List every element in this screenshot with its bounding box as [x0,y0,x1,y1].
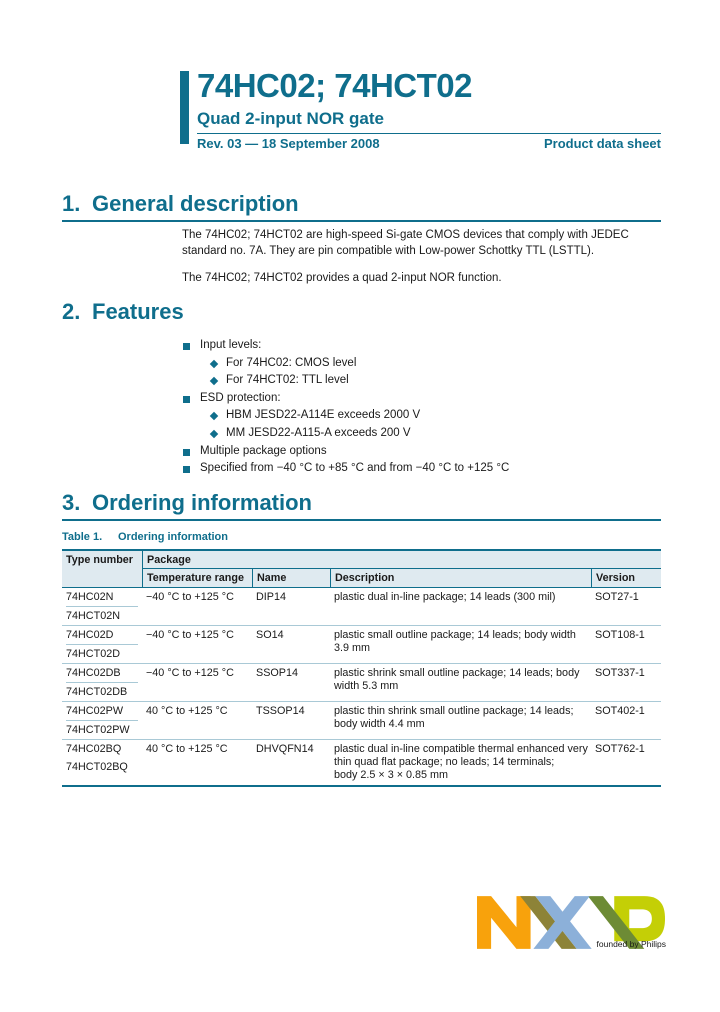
package-name-cell: SSOP14 [256,667,299,679]
paragraph [182,270,629,286]
description-cell [330,588,591,625]
section-3-heading [62,492,661,521]
list-item [182,390,509,408]
text-line: plastic thin shrink small outline package; 14 leads; [334,705,574,717]
type-number: 74HC02DB [66,664,138,683]
table-caption [62,531,228,543]
ordering-table [62,549,661,787]
revision-date: Rev. 03 — 18 September 2008 [197,136,380,151]
features-list [182,337,509,478]
text-line: plastic small outline package; 14 leads; body width [334,629,576,641]
text-line: The 74HC02; 74HCT02 are high-speed Si-gate CMOS devices that comply with JEDEC [182,229,629,241]
list-item [182,425,509,443]
version-cell: SOT337-1 [595,667,645,679]
text-line: thin quad flat package; no leads; 14 terminals; [334,756,555,768]
table-caption-title: Ordering information [118,531,228,543]
type-number-cell [62,588,142,625]
list-item [182,372,509,390]
type-number-cell [62,740,142,785]
list-item-text: Input levels: [200,339,262,351]
type-number: 74HCT02PW [66,724,130,736]
table-row [62,701,661,739]
square-bullet-icon [183,466,190,473]
type-number: 74HC02N [66,588,138,607]
diamond-bullet-icon [210,412,218,420]
diamond-bullet-icon [210,430,218,438]
section-1-number: 1. [62,191,81,216]
temperature-range-cell: −40 °C to +125 °C [146,629,234,641]
doc-type-label: Product data sheet [543,136,661,151]
description-cell [330,702,591,739]
table-row [62,625,661,663]
version-cell: SOT108-1 [595,629,645,641]
text-line: standard no. 7A. They are pin compatible with Low-power Schottky TTL (LSTTL). [182,245,595,257]
text-line: plastic dual in-line compatible thermal enhanced very [334,743,588,755]
type-number: 74HC02D [66,626,138,645]
table-row [62,663,661,701]
description-cell [330,626,591,663]
package-name-cell: DHVQFN14 [256,743,314,755]
list-item-text: Multiple package options [200,444,327,457]
section-1-heading [62,193,661,222]
square-bullet-icon [183,449,190,456]
type-number-cell [62,664,142,701]
type-number: 74HC02BQ [66,743,122,755]
type-number: 74HCT02BQ [66,761,128,773]
temperature-range-cell: −40 °C to +125 °C [146,667,234,679]
chip-subtitle: Quad 2-input NOR gate [197,109,384,128]
column-header-description: Description [330,569,591,587]
table-row [62,739,661,785]
type-number: 74HCT02DB [66,686,128,698]
list-item [182,460,509,478]
section-3-title: Ordering information [92,490,312,515]
column-header-temperature-range: Temperature range [142,569,252,587]
temperature-range-cell: 40 °C to +125 °C [146,705,228,717]
logo-letter-p-hole [629,909,652,928]
text-line: 3.9 mm [334,642,370,654]
temperature-range-cell: 40 °C to +125 °C [146,743,228,755]
logo-letter-n [477,896,531,949]
list-item [182,337,509,355]
version-cell: SOT762-1 [595,743,645,755]
section-2-number: 2. [62,299,81,324]
column-header-name: Name [252,569,330,587]
description-cell [330,664,591,701]
text-line: width 5.3 mm [334,680,399,692]
version-cell: SOT27-1 [595,591,639,603]
column-header-type-number: Type number [66,554,133,566]
description-cell [330,740,591,785]
logo-tagline: founded by Philips [596,939,666,949]
type-number-cell [62,702,142,739]
doc-header [180,68,661,151]
diamond-bullet-icon [210,377,218,385]
section-2-title: Features [92,299,184,324]
section-1-title: General description [92,191,299,216]
list-item-text: For 74HCT02: TTL level [226,374,349,387]
list-item-text: MM JESD22-A115-A exceeds 200 V [226,426,411,439]
column-header-package: Package [142,551,661,569]
type-number: 74HCT02N [66,610,121,622]
header-rule [197,133,661,134]
square-bullet-icon [183,343,190,350]
paragraph [182,227,629,259]
chip-title: 74HC02; 74HCT02 [197,67,472,104]
list-item-text: HBM JESD22-A114E exceeds 2000 V [226,409,421,422]
title-accent-bar [180,71,189,144]
text-line: plastic dual in-line package; 14 leads (300 mil) [334,591,556,603]
section-3-number: 3. [62,490,81,515]
table-caption-label: Table 1. [62,531,103,543]
type-number-cell [62,626,142,663]
package-name-cell: SO14 [256,629,284,641]
type-number: 74HC02PW [66,702,138,721]
list-item-text: ESD protection: [200,391,281,404]
column-header-version: Version [591,569,661,587]
text-line: plastic shrink small outline package; 14 leads; body [334,667,580,679]
type-number: 74HCT02D [66,648,121,660]
table-header [62,551,661,588]
package-name-cell: DIP14 [256,591,287,603]
temperature-range-cell: −40 °C to +125 °C [146,591,234,603]
list-item [182,355,509,373]
package-name-cell: TSSOP14 [256,705,305,717]
list-item-text: For 74HC02: CMOS level [226,356,357,369]
list-item-text: Specified from −40 °C to +85 °C and from −40 °C to +125 °C [200,462,510,475]
general-description-text [182,227,629,286]
text-line: The 74HC02; 74HCT02 provides a quad 2-input NOR function. [182,272,502,284]
text-line: body 2.5 × 3 × 0.85 mm [334,769,449,781]
text-line: body width 4.4 mm [334,718,425,730]
version-cell: SOT402-1 [595,705,645,717]
list-item [182,443,509,461]
table-row [62,588,661,625]
list-item [182,407,509,425]
square-bullet-icon [183,396,190,403]
nxp-logo [477,896,665,951]
section-2-heading [62,301,661,323]
diamond-bullet-icon [210,359,218,367]
